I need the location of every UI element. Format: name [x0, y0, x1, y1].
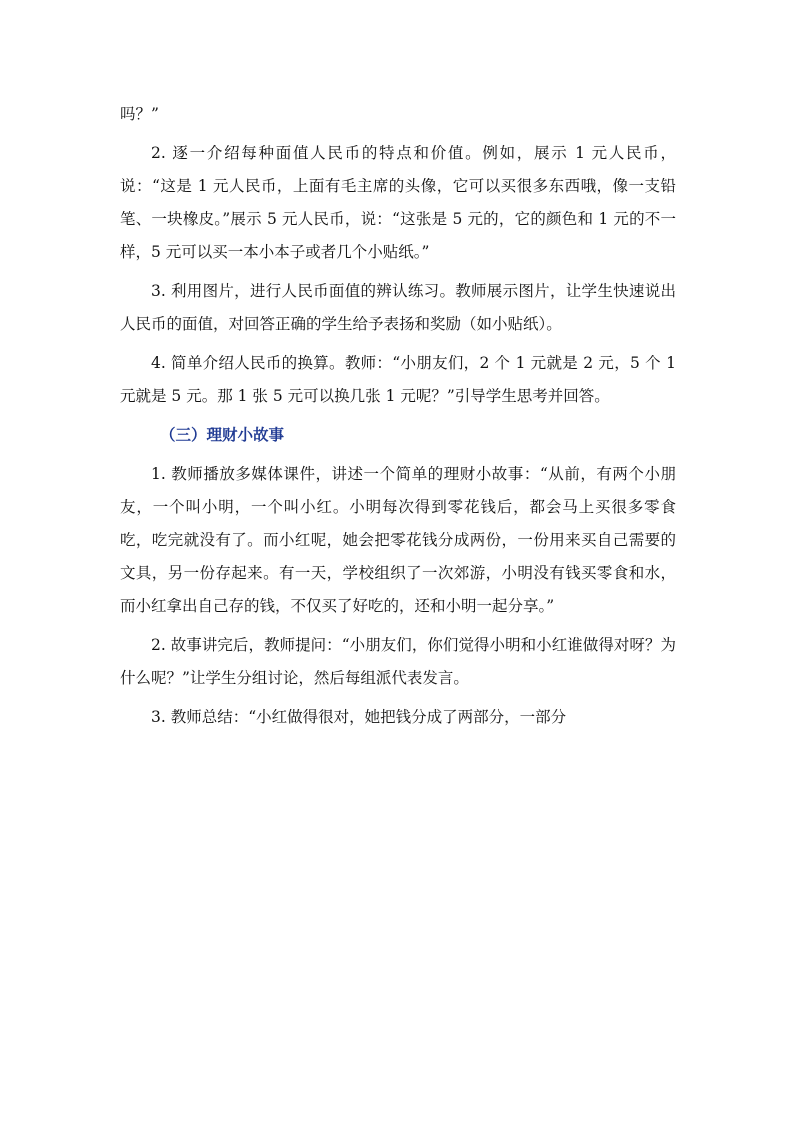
- paragraph-item-3: 3. 利用图片，进行人民币面值的辨认练习。教师展示图片，让学生快速说出人民币的面值，对回答正确的学生给予表扬和奖励（如小贴纸）。: [120, 282, 676, 333]
- paragraph-item-2: 2. 逐一介绍每种面值人民币的特点和价值。例如，展示 1 元人民币，说：“这是 1 元人民币，上面有毛主席的头像，它可以买很多东西哦，像一支铅笔、一块橡皮。”展示 5 元人民币，说：“这张是 5 元的，它的颜色和 1 元的不一样，5 元可以买一本小本子或者几个小贴纸。”: [120, 144, 676, 261]
- paragraph-story-3: 3. 教师总结：“小红做得很对，她把钱分成了两部分，一部分: [151, 708, 567, 726]
- section-heading: （三）理财小故事: [160, 426, 285, 444]
- paragraph-item-4: 4. 简单介绍人民币的换算。教师：“小朋友们，2 个 1 元就是 2 元，5 个 1 元就是 5 元。那 1 张 5 元可以换几张 1 元呢？”引导学生思考并回答。: [120, 354, 676, 405]
- paragraph-story-1: 1. 教师播放多媒体课件，讲述一个简单的理财小故事：“从前，有两个小朋友，一个叫小明，一个叫小红。小明每次得到零花钱后，都会马上买很多零食吃，吃完就没有了。而小红呢，她会把零花钱分成两份，一份用来买自己需要的文具，另一份存起来。有一天，学校组织了一次郊游，小明没有钱买零食和水，而小红拿出自己存的钱，不仅买了好吃的，还和小明一起分享。”: [120, 465, 676, 615]
- paragraph-story-2: 2. 故事讲完后，教师提问：“小朋友们，你们觉得小明和小红谁做得对呀？为什么呢？”让学生分组讨论，然后每组派代表发言。: [120, 636, 676, 687]
- document-page: [120, 98, 676, 734]
- paragraph-fragment: 吗？”: [120, 105, 159, 123]
